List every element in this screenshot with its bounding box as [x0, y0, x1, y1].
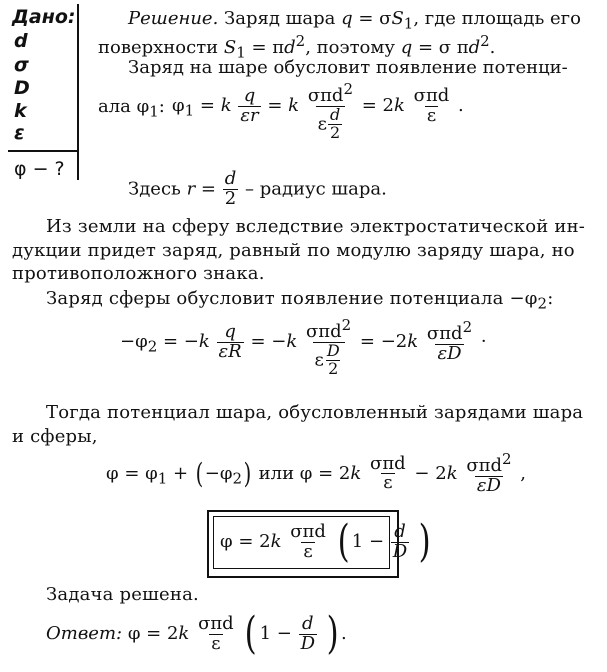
fraction-boxed-1: $\frac{\text{σπd}}{\varepsilon}$ [290, 520, 326, 562]
given-item-epsilon: ε [14, 122, 25, 144]
fraction-eq3-1: $\frac{\text{σπd}}{\varepsilon}$ [370, 452, 406, 494]
solution-line-2: поверхности $S_1 = \pi d^2$, поэтому q = σ $\pi d^2$. [98, 32, 496, 62]
fraction-eq3-2: $\frac{\sigma\pi d^2}{\varepsilon D}$ [466, 450, 512, 496]
fraction-q-over-er: $\frac{q}{\varepsilon r}$ [240, 84, 259, 126]
equation-phi-total: $\varphi = \varphi_1 + (-\varphi_2)$ или φ = 2k $\frac{\text{σπd}}{\varepsilon}$ − 2k $\frac{\sigma\pi d^2}{\varepsilon D}$ , [106, 450, 526, 496]
para1-line-3: противоположного знака. [12, 263, 265, 284]
solution-line-3: Заряд на шаре обусловит появление потенци- [128, 57, 568, 78]
para1-line-1: Из земли на сферу вследствие электростатической ин- [46, 216, 586, 237]
fraction-q-over-eR: $\frac{q}{\varepsilon R}$ [218, 320, 242, 362]
radius-line: Здесь r = $\frac{d}{2}$ – радиус шара. [128, 168, 387, 209]
given-find: φ − ? [14, 158, 65, 180]
fraction-answer-d-over-D: $\frac{d}{D}$ [300, 612, 316, 654]
para3-line-2: и сферы, [12, 426, 98, 447]
solution-label: Решение. [128, 8, 219, 29]
boxed-result: φ = 2k $\frac{\text{σπd}}{\varepsilon}$ ( 1 − $\frac{d}{D}$ ) [220, 516, 431, 567]
given-divider [8, 150, 78, 152]
fraction-sigma-pi-d2-over-eD: $\frac{\sigma\pi d^2}{\varepsilon D}$ [426, 318, 473, 364]
equation-phi1: $\varphi_1 = k$ $\frac{q}{\varepsilon r}$ = k σπd$^2$ ε $\frac{d}{2}$ = 2k $\frac{\text{σπd}}{\varepsilon}$ . [172, 80, 464, 142]
equation-phi2: $-\varphi_2 = -k$ $\frac{q}{\varepsilon R}$ = −k σπd$^2$ ε $\frac{D}{2}$ = −2k $\frac{\sigma\pi d^2}{\varepsilon D}$ · [120, 316, 487, 378]
given-item-D: D [14, 77, 30, 99]
given-item-sigma: σ [14, 54, 29, 76]
answer-label: Ответ: [46, 623, 123, 644]
solution-line-1: Решение. Заряд шара $q = \sigma S_1$, где площадь его [128, 8, 581, 33]
given-item-k: k [14, 100, 27, 122]
answer-line: Ответ: φ = 2k $\frac{\text{σπd}}{\varepsilon}$ ( 1 − $\frac{d}{D}$ ) . [46, 608, 347, 659]
para2-line: Заряд сферы обусловит появление потенциала $-\varphi_2$: [46, 288, 554, 313]
fraction-d-over-2: $\frac{d}{2}$ [224, 168, 237, 209]
given-item-d: d [14, 30, 28, 52]
fraction-sigma-pi-d2-over-eD2: σπd$^2$ ε $\frac{D}{2}$ [306, 316, 352, 378]
given-header: Дано: [12, 6, 76, 28]
para3-line-1: Тогда потенциал шара, обусловленный зарядами шара [46, 402, 584, 423]
fraction-sigma-pi-d2: σπd$^2$ ε $\frac{d}{2}$ [307, 80, 353, 142]
fraction-answer-1: $\frac{\text{σπd}}{\varepsilon}$ [198, 612, 234, 654]
solution-line-4: ала $\varphi_1$: [98, 96, 165, 121]
fraction-d-over-D: $\frac{d}{D}$ [392, 520, 408, 562]
fraction-sigma-pi-d-over-e: $\frac{\text{σπd}}{\varepsilon}$ [413, 84, 450, 126]
para1-line-2: дукции придет заряд, равный по модулю заряду шара, но [12, 240, 575, 261]
given-separator [77, 4, 79, 180]
solved-text: Задача решена. [46, 584, 199, 605]
